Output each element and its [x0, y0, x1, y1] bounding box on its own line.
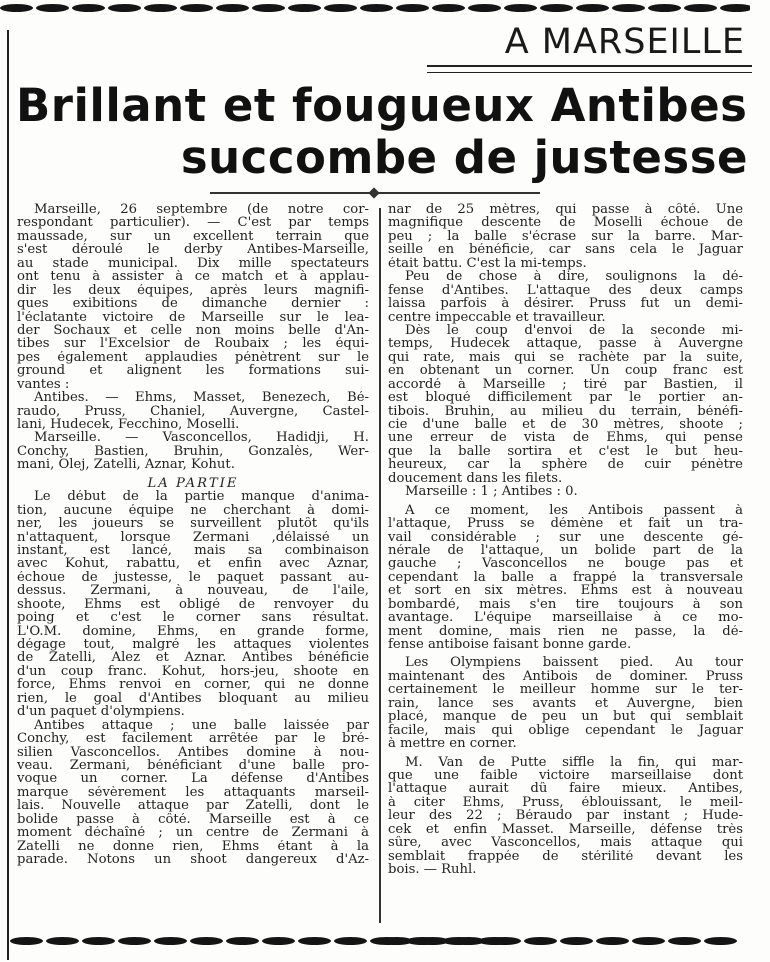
- border-oval: [360, 4, 393, 12]
- article-line: rain, lance ses avants et Auvergne, bien: [388, 696, 743, 711]
- border-oval: [416, 937, 449, 945]
- article-line: bombardé, mais s'en tire toujours à son: [388, 597, 743, 612]
- article-line: de Zatelli, Alez et Aznar. Antibes bénéficie: [17, 651, 369, 665]
- border-oval: [154, 937, 187, 945]
- article-line: que une faible victoire marseillaise dont: [388, 768, 743, 783]
- article-line: dir les deux équipes, après leurs magnifi-: [17, 283, 369, 298]
- border-oval: [596, 937, 629, 945]
- article-line: l'attaque aurait dû faire mieux. Antibes,: [388, 782, 743, 796]
- article-line: Peu de chose à dire, soulignons la dé-: [405, 270, 743, 284]
- article-line: poing et c'est le corner sans résultat.: [17, 611, 369, 625]
- article-line: marque sévèrement les attaquants marseil-: [17, 785, 369, 800]
- article-line: doucement dans les filets.: [388, 471, 563, 486]
- headline-divider: [210, 192, 540, 194]
- article-line: l'attaque, Pruss se démène et fait un tra-: [388, 517, 743, 531]
- article-line: M. Van de Putte siffle la fin, qui mar-: [405, 755, 743, 769]
- headline-line-1: Brillant et fougueux Antibes: [16, 79, 748, 132]
- article-line: échoue de justesse, le paquet passant au-: [17, 570, 369, 585]
- article-line: bolide passe à côté. Marseille est à ce: [17, 812, 369, 827]
- article-line: moment déchaîné ; un centre de Zermani à: [17, 826, 369, 840]
- article-line: laissa parfois à désirer. Pruss fut un demi-: [388, 297, 743, 311]
- article-line: que la balle sortira et c'est le but heu-: [388, 444, 743, 459]
- border-oval: [432, 4, 465, 12]
- article-line: vail considérable ; sur une descente gé-: [388, 530, 743, 544]
- article-line: tibes sur l'Excelsior de Roubaix ; les équi-: [17, 337, 369, 351]
- article-line: voque un corner. La défense d'Antibes: [17, 772, 369, 786]
- border-oval: [190, 937, 223, 945]
- border-oval: [560, 937, 593, 945]
- article-line: leur des 22 ; Béraudo par instant ; Hude-: [388, 809, 743, 823]
- article-line: d'un coup franc. Kohut, hors-jeu, shoote en: [17, 664, 369, 679]
- border-oval: [118, 937, 151, 945]
- article-line: mani, Olej, Zatelli, Aznar, Kohut.: [17, 458, 235, 472]
- article-line: s'est déroulé le derby Antibes-Marseille,: [17, 243, 369, 257]
- article-line: accordé à Marseille ; tiré par Bastien, il: [388, 377, 743, 392]
- border-oval: [262, 937, 295, 945]
- border-oval: [108, 4, 141, 12]
- border-oval: [684, 4, 717, 12]
- article-line: cie d'une balle et de 30 mètres, shoote ;: [388, 418, 743, 432]
- border-oval: [668, 937, 701, 945]
- article-line: Dès le coup d'envoi de la seconde mi-: [405, 323, 743, 338]
- border-oval: [504, 4, 537, 12]
- section-title: A MARSEILLE: [504, 22, 745, 62]
- article-line: cependant la balle a frappé la transversale: [388, 570, 743, 585]
- article-line: au stade municipal. Dix mille spectateurs: [17, 256, 369, 271]
- border-oval: [180, 4, 213, 12]
- border-oval: [0, 4, 33, 12]
- border-oval: [524, 937, 557, 945]
- border-oval: [324, 4, 357, 12]
- top-ornamental-border: [0, 2, 750, 14]
- article-column-right: [388, 203, 743, 876]
- border-oval: [72, 4, 105, 12]
- border-oval: [82, 937, 115, 945]
- article-line: dessus. Zermani, à nouveau, de l'aile,: [17, 584, 369, 598]
- border-oval: [144, 4, 177, 12]
- article-line: dégage tout, malgré les attaques violentes: [17, 638, 369, 652]
- article-line: nar de 25 mètres, qui passe à côté. Une: [388, 203, 743, 217]
- article-line: temps, Hudecek attaque, passe à Auvergne: [388, 337, 743, 351]
- article-line: ner, les joueurs se surveillent plutôt qu'ils: [17, 517, 369, 531]
- article-line: à mettre en corner.: [388, 737, 517, 751]
- article-line: fense d'Antibes. L'attaque des deux camps: [388, 283, 743, 298]
- article-line: cek et enfin Masset. Marseille, défense très: [388, 822, 743, 837]
- article-line: nérale de l'attaque, un bolide part de la: [388, 543, 743, 558]
- article-line: respondant particulier). — C'est par temps: [17, 216, 369, 230]
- article-line: semblait frappée de stérilité devant les: [388, 849, 743, 863]
- border-oval: [298, 937, 331, 945]
- article-line: Les Olympiens baissent pied. Au tour: [405, 656, 743, 670]
- border-oval: [632, 937, 665, 945]
- column-divider: [379, 208, 381, 923]
- article-line: sûre, avec Vasconcellos, mais attaque qui: [388, 836, 743, 850]
- border-oval: [46, 937, 79, 945]
- article-line: Conchy, Bastien, Bruhin, Gonzalès, Wer-: [17, 444, 369, 459]
- article-line: force, Ehms renvoi en corner, qui ne donne: [17, 678, 369, 692]
- border-oval: [612, 4, 645, 12]
- border-oval: [452, 937, 485, 945]
- article-line: une erreur de vista de Ehms, qui pense: [388, 431, 743, 445]
- article-line: fense antiboise faisant bonne garde.: [388, 638, 632, 652]
- bottom-ornamental-border-right: [380, 935, 752, 947]
- subheading: LA PARTIE: [147, 476, 239, 491]
- left-border-rule: [7, 30, 9, 960]
- border-oval: [36, 4, 69, 12]
- article-line: gauche ; Vasconcellos ne bouge pas et: [388, 557, 743, 571]
- section-title-underline: [427, 65, 752, 73]
- article-line: instant, est lancé, mais sa combinaison: [17, 543, 369, 558]
- article-line: facile, mais qui oblige cependant le Jaguar: [388, 723, 743, 738]
- border-oval: [288, 4, 321, 12]
- article-line: avec Kohut, rabattu, et enfin avec Aznar,: [17, 557, 369, 571]
- article-line: rien, le goal d'Antibes bloquant au milieu: [17, 691, 369, 706]
- article-line: d'un paquet d'olympiens.: [17, 705, 185, 719]
- article-line: L'O.M. domine, Ehms, en grande forme,: [17, 624, 369, 638]
- border-oval: [540, 4, 573, 12]
- article-column-left: [17, 203, 369, 866]
- article-line: tion, aucune équipe ne cherchant à domi-: [17, 503, 369, 518]
- article-line: ont tenu à assister à ce match et à applau-: [17, 270, 369, 284]
- article-line: en obtenant un corner. Un coup franc est: [388, 364, 743, 378]
- article-line: veau. Zermani, bénéficiant d'une balle pro-: [17, 758, 369, 773]
- article-line: raudo, Pruss, Chaniel, Auvergne, Castel-: [17, 404, 369, 418]
- article-line: parade. Notons un shoot dangereux d'Az-: [17, 853, 369, 867]
- article-line: Marseille. — Vasconcellos, Hadidji, H.: [34, 431, 369, 445]
- border-oval: [216, 4, 249, 12]
- article-line: ground et alignent les formations sui-: [17, 364, 369, 378]
- border-oval: [648, 4, 681, 12]
- article-line: centre impeccable et travailleur.: [388, 310, 606, 324]
- article-line: lani, Hudecek, Fecchino, Moselli.: [17, 418, 240, 432]
- article-line: magnifique descente de Moselli échoue de: [388, 216, 743, 230]
- article-line: der Sochaux et celle non moins belle d'An-: [17, 323, 369, 338]
- article-line: shoote, Ehms est obligé de renvoyer du: [17, 597, 369, 612]
- article-line: qui rate, mais qui se rachète par la suite,: [388, 350, 743, 365]
- article-line: A ce moment, les Antibois passent à: [405, 503, 743, 518]
- article-line: pes également applaudies pénètrent sur le: [17, 350, 369, 365]
- article-line: n'attaquent, lorsque Zermani ,délaissé un: [17, 530, 369, 544]
- article-line: ment domine, mais rien ne passe, la dé-: [388, 624, 743, 638]
- border-oval: [10, 937, 43, 945]
- border-oval: [704, 937, 737, 945]
- border-oval: [720, 4, 750, 12]
- article-line: vantes :: [17, 377, 70, 392]
- article-line: l'éclatante victoire de Marseille sur le lea-: [17, 310, 369, 324]
- border-oval: [396, 4, 429, 12]
- article-line: lais. Nouvelle attaque par Zatelli, dont le: [17, 799, 369, 813]
- article-line: maintenant des Antibois de dominer. Pruss: [388, 669, 743, 684]
- border-oval: [576, 4, 609, 12]
- article-line: Le début de la partie manque d'anima-: [34, 490, 369, 504]
- article-line: silien Vasconcellos. Antibes domine à nou-: [17, 745, 369, 759]
- article-line: était battu. C'est la mi-temps.: [388, 256, 587, 271]
- article-line: certainement le meilleur homme sur le ter-: [388, 683, 743, 697]
- article-line: placé, manque de peu un but qui semblait: [388, 710, 743, 724]
- article-line: Antibes. — Ehms, Masset, Benezech, Bé-: [34, 391, 369, 405]
- article-line: est bloqué difficilement par le portier an-: [388, 391, 743, 405]
- article-line: bois. — Ruhl.: [388, 863, 477, 877]
- headline-line-2: succombe de justesse: [180, 131, 748, 184]
- border-oval: [226, 937, 259, 945]
- article-line: Zatelli ne donne rien, Ehms étant à la: [17, 839, 369, 853]
- article-line: à citer Ehms, Pruss, éblouissant, le meil-: [388, 795, 743, 810]
- border-oval: [468, 4, 501, 12]
- border-oval: [252, 4, 285, 12]
- article-line: maussade, sur un excellent terrain que: [17, 229, 369, 244]
- article-line: peu ; la balle s'écrase sur la barre. Mar-: [388, 229, 743, 244]
- border-oval: [380, 937, 413, 945]
- article-line: heureux, car la sphère de cuir pénètre: [388, 458, 743, 472]
- border-oval: [334, 937, 367, 945]
- article-line: avantage. L'équipe marseillaise à ce mo-: [388, 611, 743, 625]
- article-line: Marseille : 1 ; Antibes : 0.: [405, 485, 578, 499]
- article-line: et sort en six mètres. Ehms est à nouveau: [388, 584, 743, 598]
- article-line: seille en bénéficie, car sans cela le Jaguar: [388, 243, 743, 257]
- article-line: Antibes attaque ; une balle laissée par: [34, 718, 369, 733]
- border-oval: [488, 937, 521, 945]
- article-line: Conchy, est facilement arrêtée par le bré-: [17, 732, 369, 746]
- article-line: ques exibitions de dimanche dernier :: [17, 297, 369, 311]
- article-line: Marseille, 26 septembre (de notre cor-: [34, 203, 369, 217]
- article-line: tibois. Bruhin, au milieu du terrain, bénéfi-: [388, 404, 743, 418]
